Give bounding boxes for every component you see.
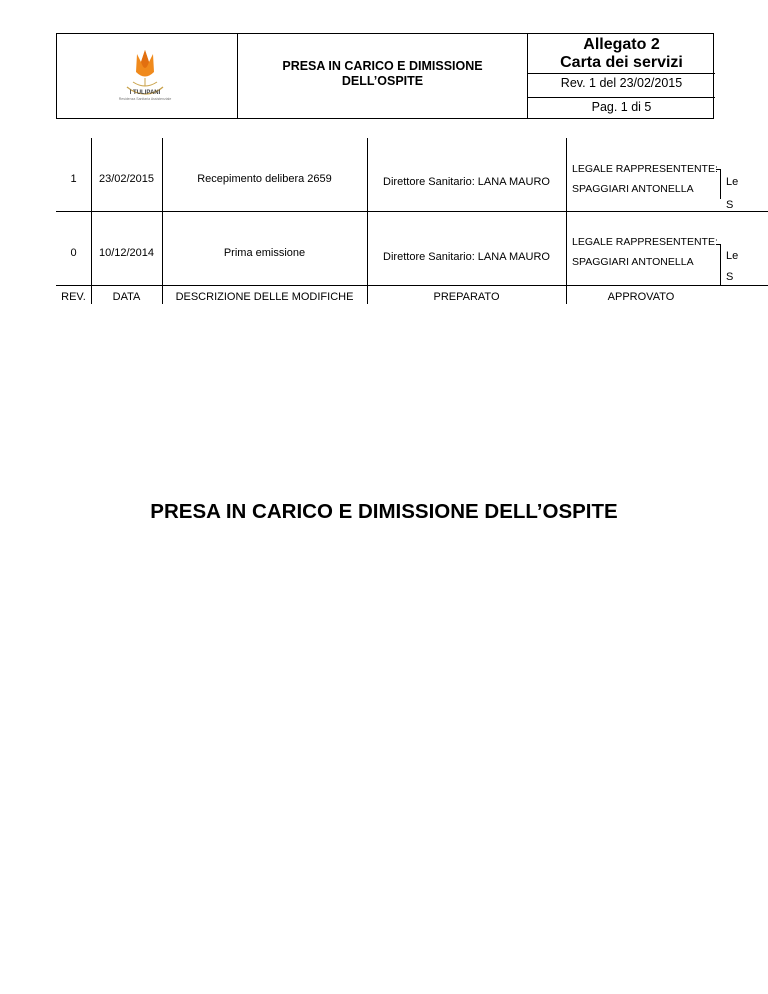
rev-prepared: Direttore Sanitario: LANA MAURO — [383, 176, 550, 188]
annex-label — [528, 36, 715, 72]
rev-overflow-text: S — [726, 199, 734, 211]
rev-overflow-text: Le — [726, 250, 739, 262]
rev-approved-role: LEGALE RAPPRESENTENTE: — [572, 236, 718, 248]
col-header-date: DATA — [112, 291, 141, 303]
rev-date: 10/12/2014 — [98, 247, 155, 259]
page-number: Pag. 1 di 5 — [591, 100, 652, 114]
table-divider — [162, 138, 163, 304]
rev-prepared: Direttore Sanitario: LANA MAURO — [383, 251, 550, 263]
header-title-line: PRESA IN CARICO E DIMISSIONE — [282, 59, 483, 73]
rev-date: 23/02/2015 — [98, 173, 155, 185]
rev-overflow-text: Le — [726, 176, 739, 188]
annex-number: Allegato 2 — [583, 36, 660, 53]
rev-approved-name: SPAGGIARI ANTONELLA — [572, 256, 694, 268]
rev-description: Recepimento delibera 2659 — [197, 173, 332, 185]
revision-label: Rev. 1 del 23/02/2015 — [560, 76, 683, 90]
divider — [527, 73, 715, 74]
table-divider — [91, 138, 92, 304]
col-header-description: DESCRIZIONE DELLE MODIFICHE — [175, 291, 354, 303]
table-row-divider — [56, 211, 768, 212]
annex-name: Carta dei servizi — [560, 54, 683, 71]
document-title: PRESA IN CARICO E DIMISSIONE DELL’OSPITE — [150, 500, 618, 523]
header-title-line: DELL’OSPITE — [341, 74, 424, 88]
rev-number: 1 — [70, 173, 77, 185]
rev-approved-role: LEGALE RAPPRESENTENTE: — [572, 163, 718, 175]
divider — [527, 97, 715, 98]
tulip-logo-icon — [57, 34, 237, 118]
rev-approved-name: SPAGGIARI ANTONELLA — [572, 183, 694, 195]
table-divider — [566, 138, 567, 304]
table-divider — [720, 169, 721, 199]
table-divider — [367, 138, 368, 304]
table-divider — [720, 244, 721, 286]
col-header-rev: REV. — [61, 291, 86, 303]
rev-number: 0 — [70, 247, 77, 259]
logo-subtitle: Residenza Sanitaria Assistenziale — [118, 97, 172, 101]
logo-name: I TULIPANI — [129, 90, 161, 96]
document-header — [56, 33, 714, 119]
col-header-approved: APPROVATO — [607, 291, 675, 303]
rev-description: Prima emissione — [223, 247, 306, 259]
rev-overflow-text: S — [726, 271, 734, 283]
col-header-prepared: PREPARATO — [433, 291, 500, 303]
header-title — [238, 59, 527, 89]
table-row-divider — [56, 285, 768, 286]
company-logo — [57, 34, 237, 118]
